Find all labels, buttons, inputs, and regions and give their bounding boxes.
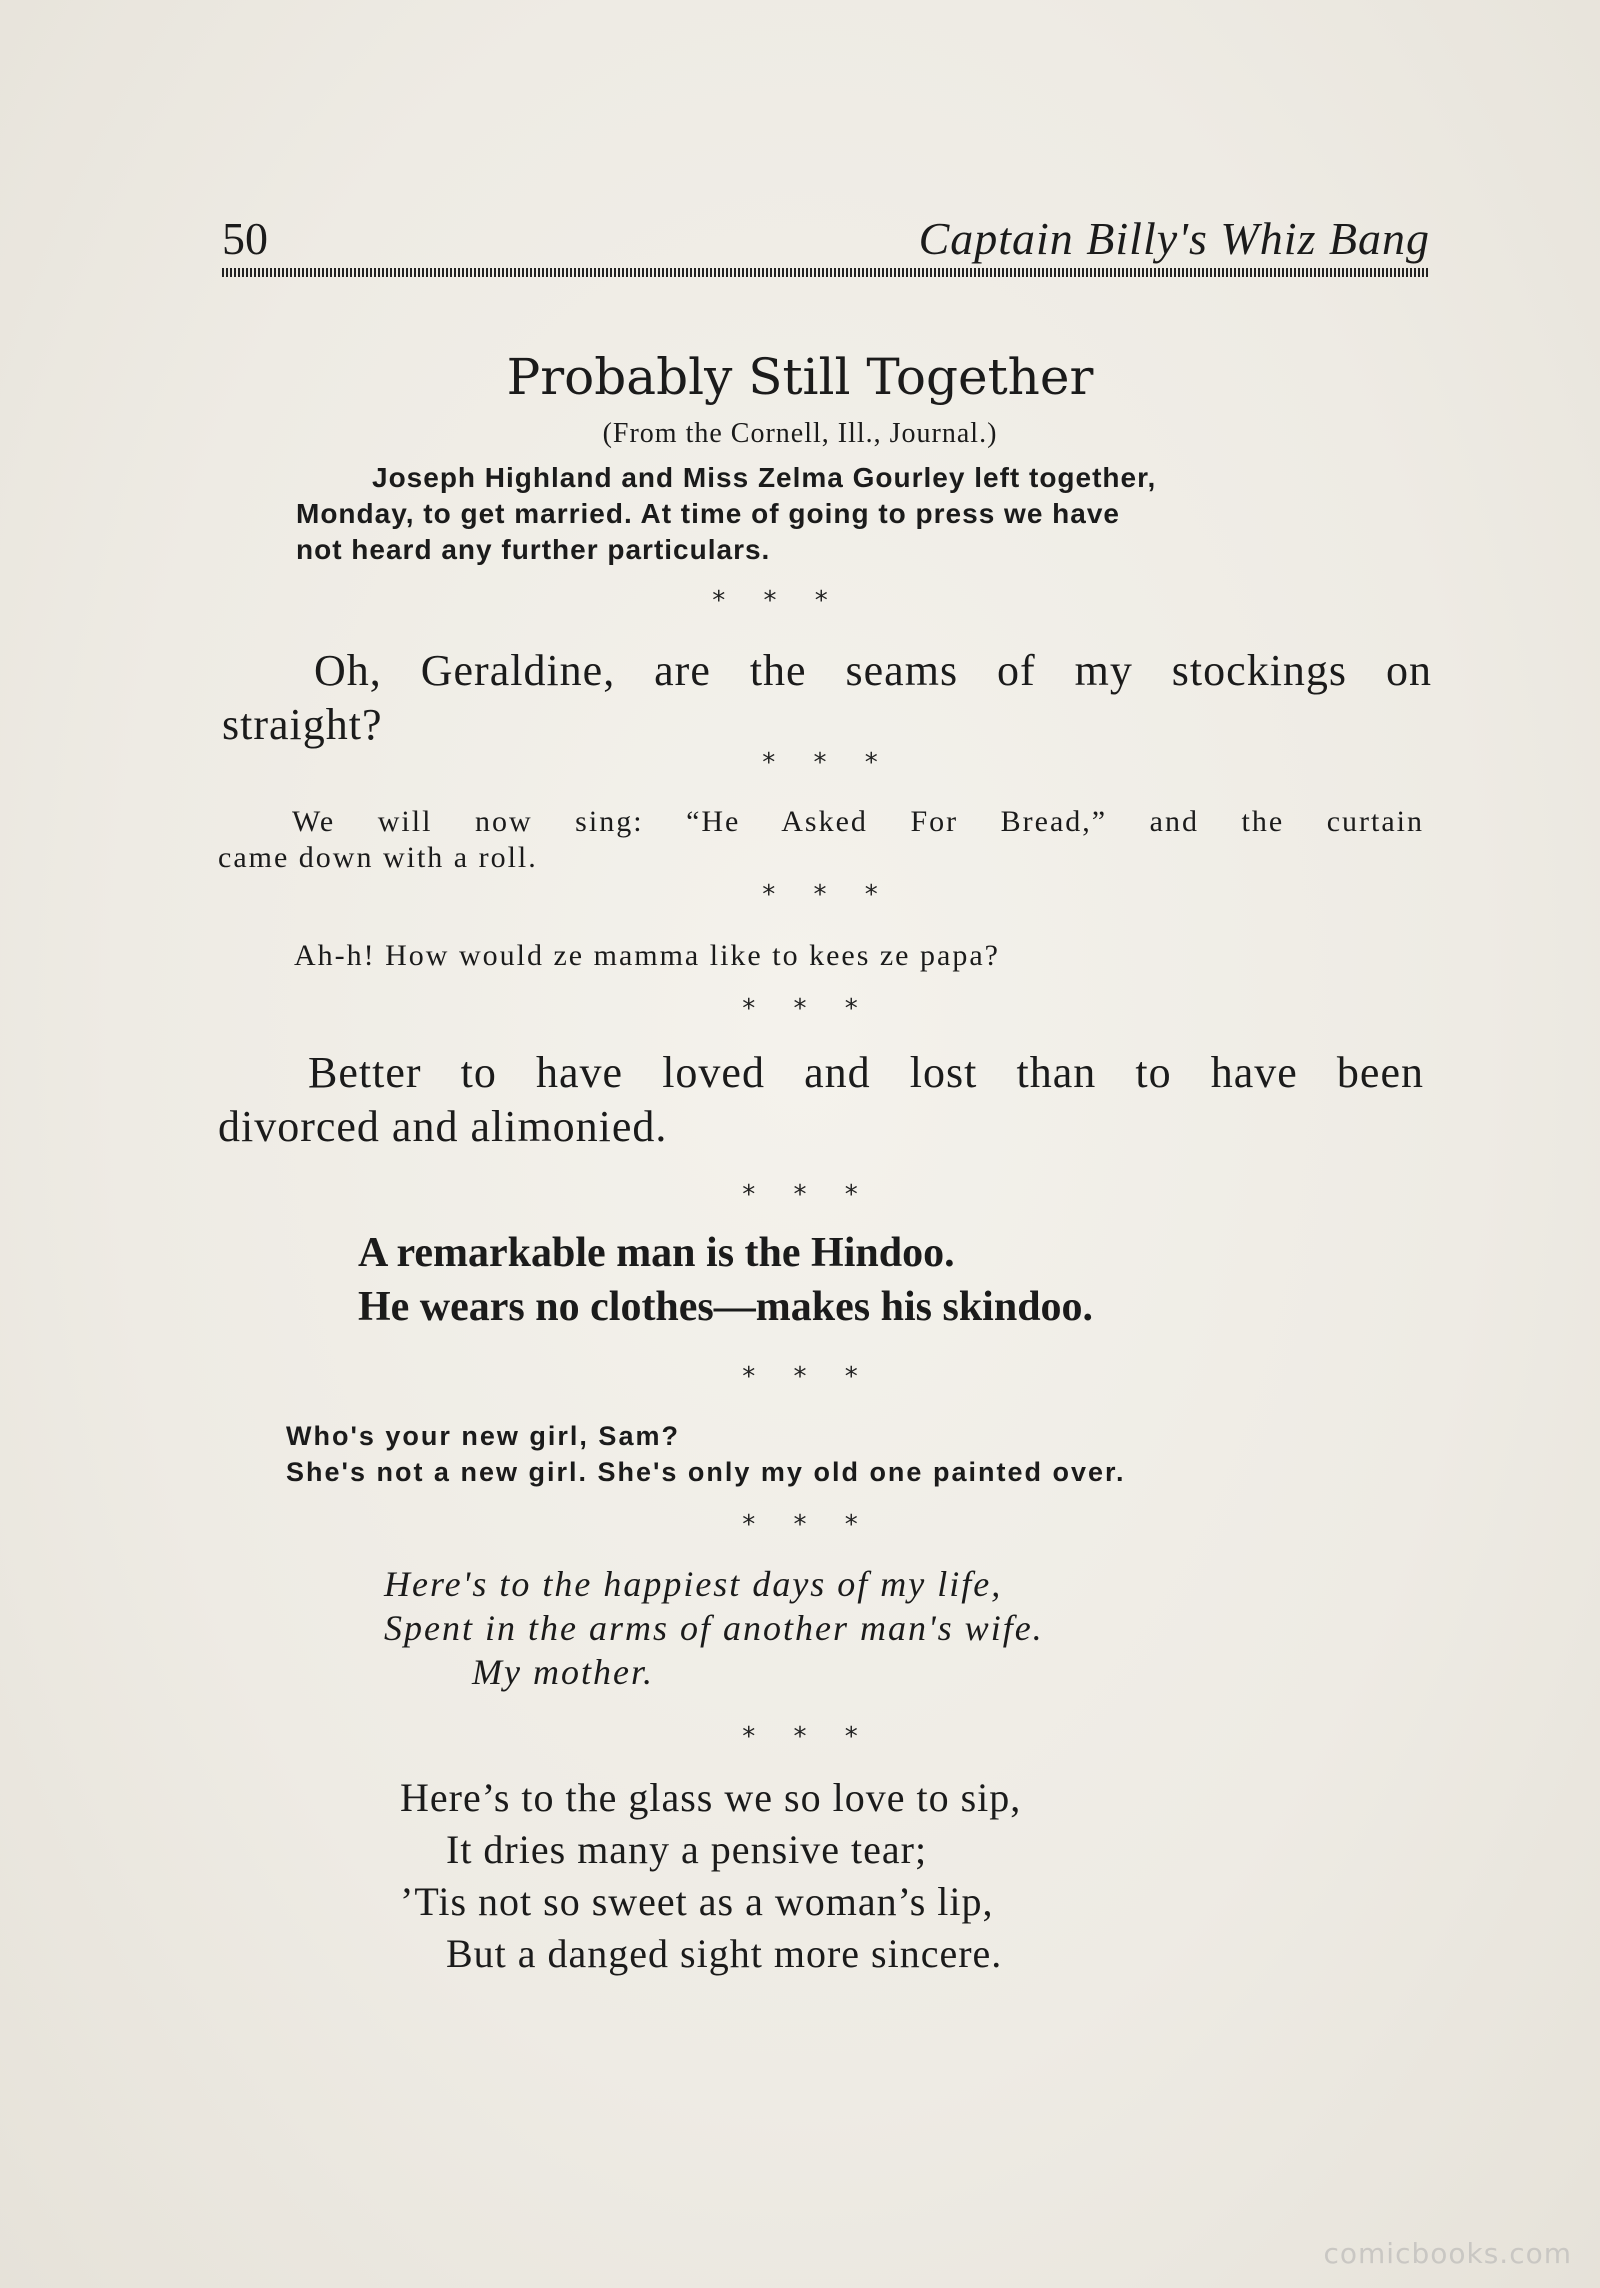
article-source: (From the Cornell, Ill., Journal.) — [602, 418, 998, 449]
verse-line: Here’s to the glass we so love to sip, — [400, 1775, 1022, 1820]
verse-line: Spent in the arms of another man's wife. — [384, 1608, 1044, 1648]
joke-bread — [218, 804, 1424, 876]
verse-line: Here's to the happiest days of my life, — [384, 1564, 1003, 1604]
joke-line: divorced and alimonied. — [218, 1102, 668, 1151]
verse-line: He wears no clothes—makes his skindoo. — [358, 1284, 1094, 1330]
joke-loved — [218, 1046, 1424, 1154]
article-title: Probably Still Together — [506, 348, 1094, 406]
verse-toast — [384, 1562, 1044, 1694]
joke-geraldine — [222, 644, 1432, 752]
separator: * * * — [742, 1722, 858, 1752]
article-line: not heard any further particulars. — [296, 534, 771, 565]
joke-line: Oh, Geraldine, are the seams of my stockings on — [314, 646, 1432, 695]
header-rule — [222, 268, 1430, 277]
article-body — [296, 460, 1356, 568]
verse-glass — [400, 1772, 1021, 1980]
joke-sam — [286, 1418, 1126, 1490]
separator: * * * — [742, 994, 858, 1024]
joke-line: She's not a new girl. She's only my old one painted over. — [286, 1457, 1126, 1487]
verse-hindoo — [358, 1226, 1093, 1334]
separator: * * * — [762, 748, 878, 778]
running-title: Captain Billy's Whiz Bang — [918, 213, 1430, 264]
separator: * * * — [742, 1510, 858, 1540]
verse-line: My mother. — [472, 1652, 654, 1692]
separator: * * * — [762, 880, 878, 910]
joke-line: We will now sing: “He Asked For Bread,” and the curtain — [292, 805, 1424, 838]
separator: * * * — [742, 1362, 858, 1392]
verse-line: ’Tis not so sweet as a woman’s lip, — [400, 1879, 994, 1924]
joke-line: came down with a roll. — [218, 841, 538, 874]
page-number: 50 — [222, 213, 268, 264]
joke-line: Better to have loved and lost than to have been — [308, 1048, 1424, 1097]
joke-ahh: Ah-h! How would ze mamma like to kees ze papa? — [294, 939, 1000, 972]
joke-line: Who's your new girl, Sam? — [286, 1421, 680, 1451]
verse-line: It dries many a pensive tear; — [446, 1827, 928, 1872]
verse-line: A remarkable man is the Hindoo. — [358, 1230, 955, 1276]
verse-line: But a danged sight more sincere. — [446, 1931, 1003, 1976]
separator: * * * — [742, 1180, 858, 1210]
separator: * * * — [712, 586, 828, 616]
joke-line: straight? — [222, 700, 383, 749]
article-line: Monday, to get married. At time of going to press we have — [296, 498, 1120, 529]
watermark: comicbooks.com — [1323, 2237, 1572, 2270]
article-line: Joseph Highland and Miss Zelma Gourley left together, — [372, 462, 1157, 493]
